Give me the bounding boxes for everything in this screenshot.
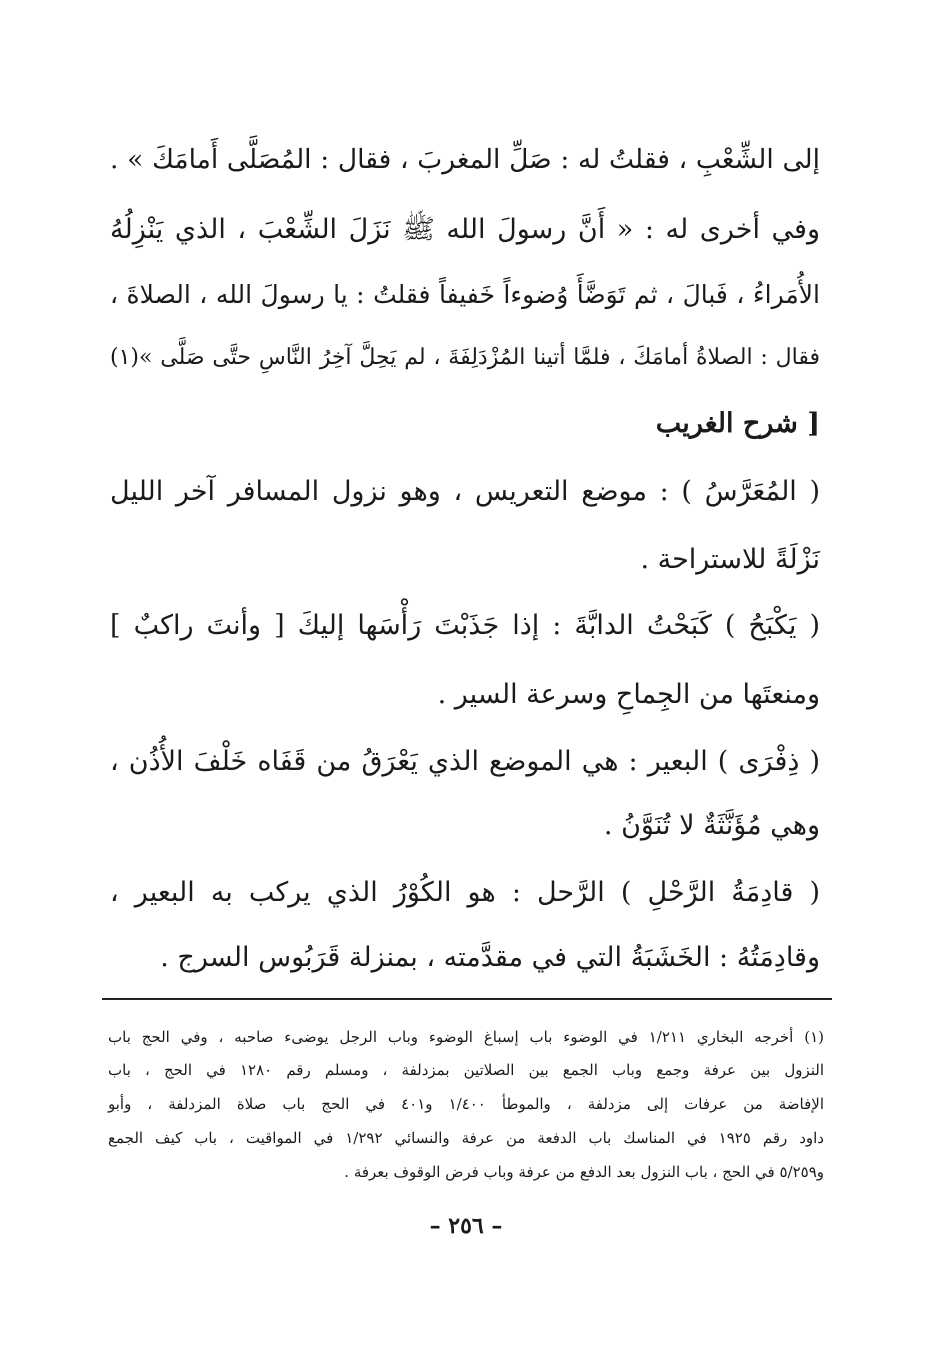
gloss-line-8: وقادِمَتُهُ : الخَشَبَةُ التي في مقدَّمته ، بمنزلة قَرَبُوس السرج . <box>160 942 820 973</box>
body-line-3: الأُمَراءُ ، فَبالَ ، ثم تَوَضَّأَ وُضوءاً خَفيفاً فقلتُ : يا رسولَ الله ، الصلاةَ ، <box>110 280 820 309</box>
gloss-line-6: وهي مُؤَنَّثَةٌ لا تُنَوَّنُ . <box>603 810 820 841</box>
section-header: [ شرح الغريب <box>655 408 820 439</box>
gloss-line-4: ومنعتَها من الجِماحِ وسرعة السير . <box>437 679 820 710</box>
footnote-line-2: النزول بين عرفة وجمع وباب الجمع بين الصلاتين بمزدلفة ، ومسلم رقم ١٢٨٠ في الحج ، باب <box>108 1061 824 1079</box>
footnote-line-3: الإفاضة من عرفات إلى مزدلفة ، والموطأ ١/٤٠٠ و٤٠١ في الحج باب صلاة المزدلفة ، وأبو <box>108 1095 825 1113</box>
gloss-line-1: ( المُعَرَّسُ ) : موضع التعريس ، وهو نزول المسافر آخر الليل <box>110 476 820 507</box>
body-line-4: فقال : الصلاةُ أمامَكَ ، فلمَّا أتينا المُزْدَلِفَةَ ، لم يَحِلَّ آخِرُ النَّاسِ حتَّى صَلَّى »(١) <box>110 345 820 370</box>
gloss-line-3: ( يَكْبَحُ ) كَبَحْتُ الدابَّةَ : إذا جَذَبْتَ رَأْسَها إليكَ [ وأنتَ راكبٌ ] <box>110 610 820 641</box>
gloss-line-5: ( ذِفْرَى ) البعير : هي الموضع الذي يَعْرَقُ من قَفَاه خَلْفَ الأُذُن ، <box>110 746 820 777</box>
footnote-line-4: داود رقم ١٩٢٥ في المناسك باب الدفعة من عرفة والنسائي ١/٢٩٢ في المواقيت ، باب كيف الجمع <box>108 1129 824 1147</box>
page-number: – ٢٥٦ – <box>429 1213 503 1239</box>
gloss-line-7: ( قادِمَةُ الرَّحْلِ ) الرَّحل : هو الكُوْرُ الذي يركب به البعير ، <box>110 877 820 908</box>
footnote-line-1: (١) أخرجه البخاري ١/٢١١ في الوضوء باب إسباغ الوضوء وباب الرجل يوضىء صاحبه ، وفي الحج باب <box>108 1028 824 1046</box>
footnote-divider <box>102 998 832 1000</box>
footnote-line-5: و٥/٢٥٩ في الحج ، باب النزول بعد الدفع من عرفة وباب فرض الوقوف بعرفة . <box>344 1163 824 1181</box>
body-line-2: وفي أخرى له : « أَنَّ رسولَ الله ﷺ نَزَلَ الشِّعْبَ ، الذي يَنْزِلُهُ <box>110 214 820 245</box>
body-line-1: إلى الشِّعْبِ ، فقلتُ له : صَلِّ المغربَ ، فقال : المُصَلَّى أَمامَكَ » . <box>110 144 820 175</box>
gloss-line-2: نَزْلَةً للاستراحة . <box>640 544 820 575</box>
